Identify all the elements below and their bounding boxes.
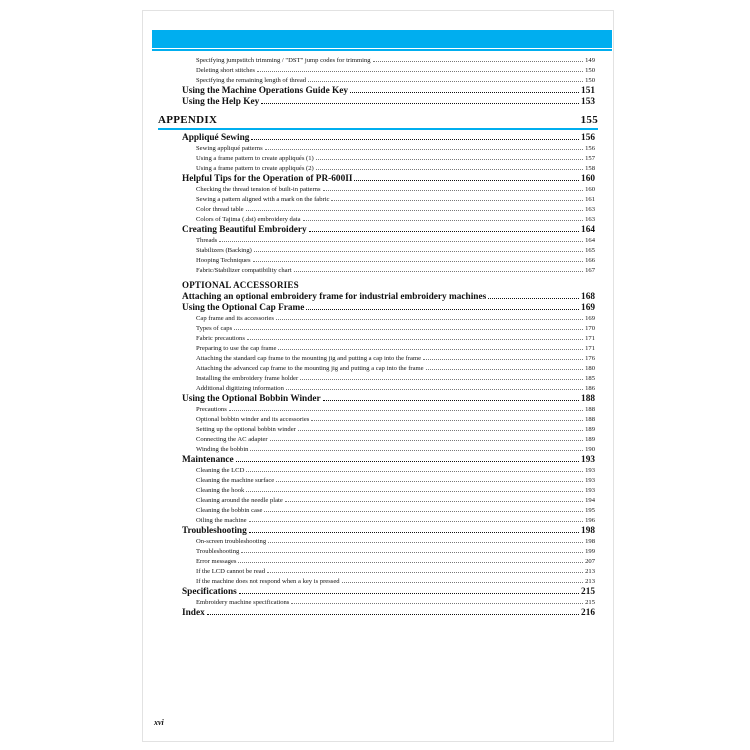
toc-sub-entry[interactable] [196,537,595,547]
toc-main-entry[interactable] [182,97,595,108]
toc-leader-dots [316,165,583,170]
toc-leader-dots [426,365,584,370]
toc-leader-dots [267,568,583,573]
toc-sub-entry[interactable] [196,364,595,374]
toc-entry-title: Embroidery machine specifications [196,599,290,606]
toc-sub-entry[interactable] [196,516,595,526]
toc-entry-title: If the machine does not respond when a key is pressed [196,578,340,585]
toc-entry-page: 151 [581,86,595,97]
toc-entry-page: 168 [581,292,595,303]
toc-main-entry[interactable] [182,225,595,236]
toc-sub-entry[interactable] [196,236,595,246]
toc-leader-dots [249,517,584,522]
toc-leader-dots [423,355,583,360]
toc-sub-entry[interactable] [196,144,595,154]
toc-leader-dots [253,257,584,262]
toc-entry-page: 149 [585,57,595,64]
toc-entry-title: Colors of Tajima (.dst) embroidery data [196,216,301,223]
toc-leader-dots [354,174,579,181]
toc-leader-dots [285,497,583,502]
toc-entry-page: 193 [581,455,595,466]
toc-entry-title: Index [182,608,205,619]
toc-sub-entry[interactable] [196,246,595,256]
toc-entry-page: 161 [585,196,595,203]
toc-entry-page: 190 [585,446,595,453]
toc-leader-dots [238,558,583,563]
toc-leader-dots [306,303,579,310]
toc-leader-dots [241,548,583,553]
toc-leader-dots [350,86,579,93]
toc-entry-page: 157 [585,155,595,162]
toc-entry-title: Stabilizers (Backing) [196,247,252,254]
toc-sub-entry[interactable] [196,547,595,557]
toc-entry-title: Using the Help Key [182,97,260,108]
toc-sub-entry[interactable] [196,266,595,276]
toc-entry-title: Color thread table [196,206,244,213]
toc-entry-title: Installing the embroidery frame holder [196,375,299,382]
toc-leader-dots [246,467,583,472]
toc-entry-page: 160 [581,174,595,185]
toc-leader-dots [276,315,583,320]
toc-entry-page: 171 [585,345,595,352]
toc-entry-page: 153 [581,97,595,108]
toc-leader-dots [342,578,584,583]
toc-entry-title: Cleaning the bobbin case [196,507,263,514]
toc-leader-dots [278,345,583,350]
toc-sub-entry[interactable] [196,354,595,364]
toc-entry-title: Using the Machine Operations Guide Key [182,86,349,97]
toc-sub-entry[interactable] [196,324,595,334]
toc-sub-entry[interactable] [196,185,595,195]
toc-entry-title: Types of caps [196,325,233,332]
toc-leader-dots [270,436,584,441]
toc-sub-entry[interactable] [196,334,595,344]
toc-entry-title: Cleaning the hook [196,487,245,494]
toc-sub-entry[interactable] [196,445,595,455]
toc-entry-page: 167 [585,267,595,274]
toc-entry-title: Attaching the standard cap frame to the mounting jig and putting a cap into the frame [196,355,422,362]
toc-sub-entry[interactable] [196,384,595,394]
optional-accessories-heading: OPTIONAL ACCESSORIES [182,280,299,290]
toc-entry-title: Attaching the advanced cap frame to the mounting jig and putting a cap into the frame [196,365,424,372]
toc-leader-dots [239,587,579,594]
toc-entry-page: 176 [585,355,595,362]
toc-entry-title: Cleaning the LCD [196,467,245,474]
toc-leader-dots [219,237,583,242]
toc-entry-title: Winding the bobbin [196,446,249,453]
toc-entry-page: 188 [581,394,595,405]
toc-entry-page: 199 [585,548,595,555]
toc-sub-entry[interactable] [196,486,595,496]
toc-leader-dots [254,247,583,252]
toc-main-entry[interactable] [182,174,595,185]
toc-sub-entry[interactable] [196,557,595,567]
toc-entry-title: Maintenance [182,455,234,466]
toc-leader-dots [303,216,584,221]
toc-entry-page: 198 [585,538,595,545]
toc-leader-dots [286,385,583,390]
toc-sub-entry[interactable] [196,598,595,608]
toc-entry-page: 163 [585,206,595,213]
toc-sub-entry[interactable] [196,374,595,384]
toc-entry-title: Setting up the optional bobbin winder [196,426,296,433]
toc-entry-page: 164 [581,225,595,236]
toc-entry-title: Specifying the remaining length of thread [196,77,307,84]
toc-entry-title: Checking the thread tension of built-in patterns [196,186,321,193]
toc-sub-entry[interactable] [196,256,595,266]
toc-sub-entry[interactable] [196,415,595,425]
toc-entry-page: 160 [585,186,595,193]
toc-entry-page: 198 [581,526,595,537]
toc-entry-title: Creating Beautiful Embroidery [182,225,307,236]
toc-entry-page: 156 [581,133,595,144]
toc-entry-page: 207 [585,558,595,565]
toc-sub-entry[interactable] [196,405,595,415]
toc-entry-page: 194 [585,497,595,504]
toc-sub-entry[interactable] [196,195,595,205]
toc-entry-title: Using a frame pattern to create appliqués (1) [196,155,314,162]
toc-entry-title: Using the Optional Bobbin Winder [182,394,321,405]
toc-entry-title: Preparing to use the cap frame [196,345,277,352]
toc-entry-title: Threads [196,237,218,244]
toc-entry-title: Specifications [182,587,237,598]
toc-leader-dots [291,599,583,604]
toc-sub-entry[interactable] [196,56,595,66]
toc-entry-page: 188 [585,416,595,423]
toc-leader-dots [294,267,584,272]
toc-main-entry[interactable] [182,587,595,598]
toc-main-entry[interactable] [182,526,595,537]
toc-leader-dots [264,507,583,512]
toc-sub-entry[interactable] [196,205,595,215]
toc-sub-entry[interactable] [196,154,595,164]
toc-entry-title: Connecting the AC adapter [196,436,268,443]
toc-entry-title: Sewing appliqué patterns [196,145,263,152]
toc-sub-entry[interactable] [196,435,595,445]
toc-leader-dots [300,375,583,380]
toc-entry-title: Cleaning the machine surface [196,477,275,484]
toc-sub-entry[interactable] [196,314,595,324]
toc-sub-entry[interactable] [196,66,595,76]
toc-entry-page: 189 [585,436,595,443]
toc-entry-page: 215 [581,587,595,598]
toc-entry-title: Deleting short stitches [196,67,255,74]
toc-entry-title: Error messages [196,558,237,565]
toc-entry-title: Helpful Tips for the Operation of PR-600II [182,174,353,185]
toc-entry-page: 213 [585,578,595,585]
toc-entry-page: 169 [581,303,595,314]
toc-leader-dots [323,394,579,401]
toc-entry-title: Optional bobbin winder and its accessories [196,416,310,423]
toc-entry-title: Sewing a pattern aligned with a mark on the fabric [196,196,330,203]
toc-entry-page: 171 [585,335,595,342]
toc-entry-page: 193 [585,477,595,484]
toc-entry-title: Oiling the machine [196,517,247,524]
toc-leader-dots [236,455,579,462]
toc-main-entry[interactable] [182,394,595,405]
toc-sub-entry[interactable] [196,164,595,174]
toc-entry-title: Using the Optional Cap Frame [182,303,305,314]
toc-leader-dots [251,133,579,140]
toc-leader-dots [229,406,583,411]
toc-leader-dots [488,292,579,299]
toc-entry-page: 193 [585,487,595,494]
toc-sub-entry[interactable] [196,466,595,476]
toc-sub-entry[interactable] [196,496,595,506]
toc-leader-dots [323,186,584,191]
toc-entry-title: On-screen troubleshooting [196,538,267,545]
toc-entry-page: 216 [581,608,595,619]
toc-entry-title: Troubleshooting [182,526,247,537]
toc-entry-page: 169 [585,315,595,322]
toc-main-entry[interactable] [182,608,595,619]
toc-leader-dots [247,335,583,340]
toc-entry-page: 186 [585,385,595,392]
toc-sub-entry[interactable] [196,425,595,435]
toc-leader-dots [246,206,584,211]
toc-leader-dots [316,155,583,160]
toc-leader-dots [234,325,583,330]
toc-leader-dots [308,77,583,82]
toc-entry-page: 163 [585,216,595,223]
toc-leader-dots [246,487,583,492]
toc-entry-page: 193 [585,467,595,474]
toc-leader-dots [207,608,579,615]
toc-leader-dots [257,67,583,72]
toc-main-entry[interactable] [182,303,595,314]
toc-sub-entry[interactable] [196,215,595,225]
toc-entry-page: 166 [585,257,595,264]
toc-main-entry[interactable] [182,455,595,466]
appendix-title: APPENDIX [158,114,218,126]
toc-entry-page: 150 [585,77,595,84]
toc-entry-title: Cleaning around the needle plate [196,497,283,504]
toc-entry-title: Fabric precautions [196,335,245,342]
toc-leader-dots [249,526,579,533]
toc-entry-title: Hooping Techniques [196,257,251,264]
toc-entry-page: 188 [585,406,595,413]
toc-entry-title: Using a frame pattern to create appliqués (2) [196,165,314,172]
toc-main-entry[interactable] [182,292,595,303]
toc-entry-page: 195 [585,507,595,514]
toc-entry-page: 185 [585,375,595,382]
toc-leader-dots [268,538,583,543]
toc-leader-dots [311,416,583,421]
toc-entry-title: Fabric/Stabilizer compatibility chart [196,267,292,274]
toc-entry-page: 156 [585,145,595,152]
toc-leader-dots [309,225,579,232]
toc-leader-dots [373,57,584,62]
toc-entry-page: 213 [585,568,595,575]
toc-leader-dots [298,426,583,431]
appendix-heading[interactable] [158,113,598,127]
toc-leader-dots [261,97,579,104]
toc-leader-dots [331,196,583,201]
toc-sub-entry[interactable] [196,476,595,486]
toc-entry-title: Precautions [196,406,227,413]
toc-entry-page: 158 [585,165,595,172]
toc-leader-dots [250,446,583,451]
toc-entry-title: Attaching an optional embroidery frame for industrial embroidery machines [182,292,487,303]
toc-entry-title: Troubleshooting [196,548,240,555]
toc-entry-page: 189 [585,426,595,433]
page-number: xvi [154,718,164,727]
toc-entry-title: Specifying jumpstitch trimming / "DST" jump codes for trimming [196,57,371,64]
toc-sub-entry[interactable] [196,577,595,587]
toc-entry-title: If the LCD cannot be read [196,568,266,575]
toc-entry-page: 164 [585,237,595,244]
toc-sub-entry[interactable] [196,567,595,577]
toc-entry-title: Appliqué Sewing [182,133,250,144]
toc-sub-entry[interactable] [196,76,595,86]
toc-sub-entry[interactable] [196,506,595,516]
toc-leader-dots [276,477,583,482]
toc-sub-entry[interactable] [196,344,595,354]
toc-entry-title: Additional digitizing information [196,385,284,392]
toc-leader-dots [265,145,583,150]
appendix-rule [158,128,598,130]
toc-entry-title: Cap frame and its accessories [196,315,274,322]
toc-entry-page: 150 [585,67,595,74]
appendix-page: 155 [580,114,598,126]
toc-entry-page: 165 [585,247,595,254]
toc-entry-page: 196 [585,517,595,524]
toc-main-entry[interactable] [182,133,595,144]
toc-entry-page: 170 [585,325,595,332]
toc-main-entry[interactable] [182,86,595,97]
toc-entry-page: 215 [585,599,595,606]
toc-entry-page: 180 [585,365,595,372]
